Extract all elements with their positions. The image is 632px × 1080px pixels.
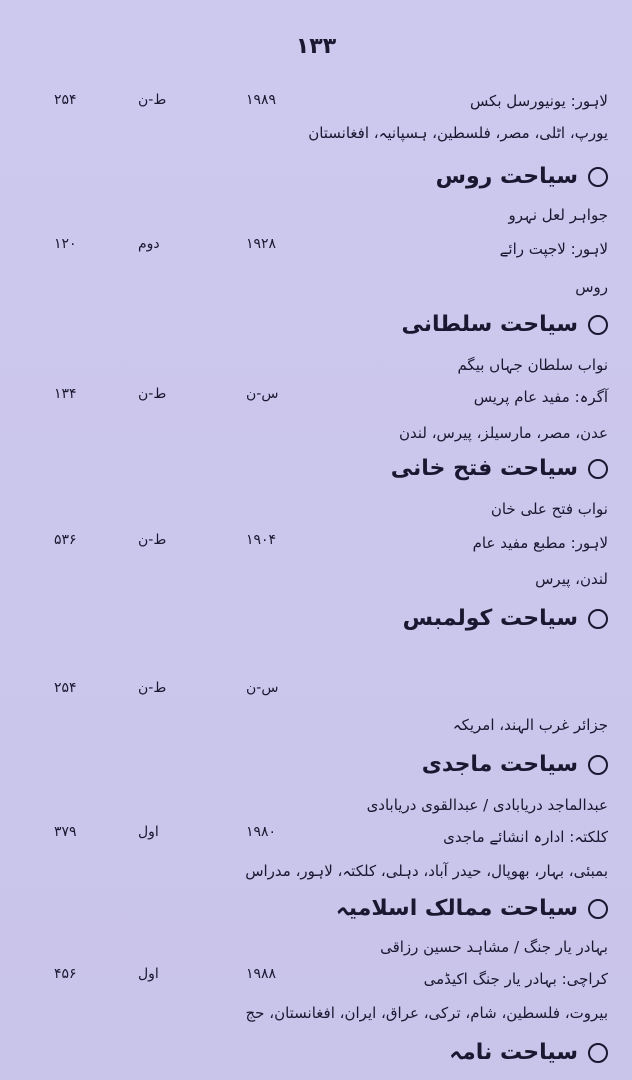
entry-pages: ۵۳۶ — [54, 532, 77, 548]
entry-line: بہادر یار جنگ / مشاہد حسین رزاقی — [380, 938, 608, 956]
circle-bullet-icon — [588, 899, 608, 919]
entry-heading — [436, 164, 608, 189]
entry-pages: ۱۲۰ — [54, 236, 77, 252]
entry-title: سیاحت سلطانی — [401, 312, 578, 337]
entry-line: یورپ، اٹلی، مصر، فلسطین، ہسپانیہ، افغانستان — [308, 124, 608, 142]
entry-line: لاہور: یونیورسل بکس — [469, 92, 608, 110]
entry-year: ۱۹۸۸ — [246, 966, 277, 982]
entry-title: سیاحت روس — [435, 164, 578, 189]
entry-year: ۱۹۸۰ — [246, 824, 277, 840]
entry-year: ۱۹۰۴ — [246, 532, 277, 548]
entry-title: سیاحت ممالک اسلامیہ — [335, 896, 578, 921]
entry-edition: دوم — [138, 236, 160, 252]
entry-heading — [403, 606, 608, 631]
page-number: ۱۳۳ — [295, 34, 337, 59]
entry-line: عبدالماجد دریابادی / عبدالقوی دریابادی — [366, 796, 608, 814]
entry-year: ۱۹۸۹ — [246, 92, 277, 108]
entry-title: سیاحت نامہ — [449, 1040, 578, 1065]
entry-title: سیاحت فتح خانی — [390, 456, 578, 481]
entry-edition: اول — [138, 824, 159, 840]
entry-line: جواہر لعل نہرو — [508, 206, 608, 224]
entry-year: س-ن — [246, 680, 279, 696]
entry-line: بیروت، فلسطین، شام، ترکی، عراق، ایران، افغانستان، حج — [245, 1004, 608, 1022]
entry-edition: ط-ن — [138, 532, 167, 548]
entry-title: سیاحت ماجدی — [421, 752, 578, 777]
entry-heading — [401, 312, 608, 337]
circle-bullet-icon — [588, 1043, 608, 1063]
entry-line: آگرہ: مفید عام پریس — [473, 388, 608, 406]
entry-pages: ۲۵۴ — [54, 92, 77, 108]
entry-pages: ۴۵۶ — [54, 966, 77, 982]
entry-line: لاہور: مطبع مفید عام — [472, 534, 608, 552]
entry-edition: اول — [138, 966, 159, 982]
entry-year: ۱۹۲۸ — [246, 236, 277, 252]
circle-bullet-icon — [588, 755, 608, 775]
entry-edition: ط-ن — [138, 92, 167, 108]
entry-line: نواب سلطان جہاں بیگم — [457, 356, 608, 374]
entry-line: عدن، مصر، مارسیلز، پیرس، لندن — [398, 424, 608, 442]
entry-line: بمبئی، بہار، بھوپال، حیدر آباد، دہلی، کلکتہ، لاہور، مدراس — [245, 862, 608, 880]
entry-edition: ط-ن — [138, 680, 167, 696]
circle-bullet-icon — [588, 609, 608, 629]
entry-pages: ۱۳۴ — [54, 386, 77, 402]
circle-bullet-icon — [588, 315, 608, 335]
entry-heading — [449, 1040, 608, 1065]
circle-bullet-icon — [588, 167, 608, 187]
entry-line: لاہور: لاجپت رائے — [499, 240, 608, 258]
circle-bullet-icon — [588, 459, 608, 479]
entry-line: جزائر غرب الہند، امریکہ — [452, 716, 608, 734]
entry-heading — [336, 896, 608, 921]
entry-line: روس — [575, 278, 608, 296]
entry-year: س-ن — [246, 386, 279, 402]
entry-edition: ط-ن — [138, 386, 167, 402]
entry-line: نواب فتح علی خان — [490, 500, 608, 518]
entry-line: کلکتہ: ادارہ انشائے ماجدی — [443, 828, 608, 846]
entry-heading — [391, 456, 608, 481]
entry-heading — [422, 752, 608, 777]
entry-line: لندن، پیرس — [535, 570, 608, 588]
entry-line: کراچی: بہادر یار جنگ اکیڈمی — [423, 970, 608, 988]
entry-pages: ۲۵۴ — [54, 680, 77, 696]
entry-title: سیاحت کولمبس — [402, 606, 578, 631]
entry-pages: ۳۷۹ — [54, 824, 77, 840]
